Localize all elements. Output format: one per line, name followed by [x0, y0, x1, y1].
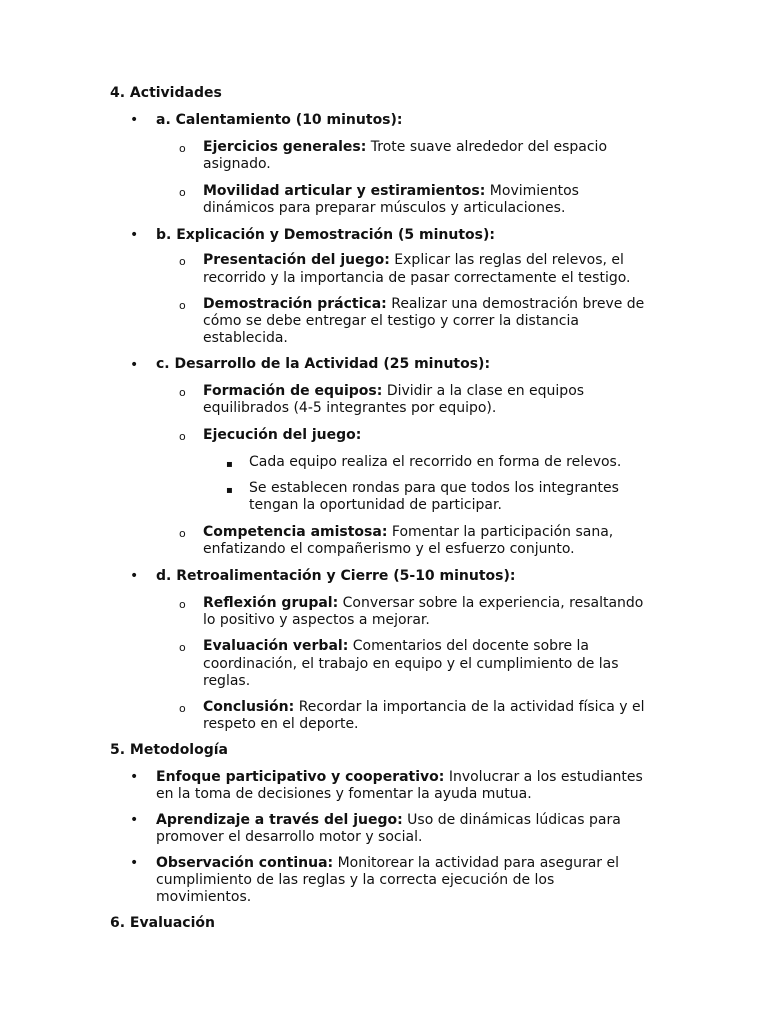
list-item: [203, 139, 607, 156]
square-bullet-icon: ▪: [226, 485, 233, 496]
item-text-continuation: reglas.: [203, 673, 251, 689]
bullet-icon: o: [179, 527, 186, 540]
item-label: Presentación del juego:: [203, 252, 390, 268]
item-text-continuation: establecida.: [203, 330, 288, 346]
bullet-icon: o: [179, 255, 186, 268]
item-text-continuation: cómo se debe entregar el testigo y correr la distancia: [203, 313, 579, 329]
subsection-heading-explicacion: b. Explicación y Demostración (5 minutos):: [156, 227, 495, 243]
item-label: Aprendizaje a través del juego:: [156, 812, 403, 828]
item-text: Involucrar a los estudiantes: [448, 769, 643, 785]
item-text-continuation: asignado.: [203, 156, 271, 172]
bullet-icon: o: [179, 641, 186, 654]
list-item: [203, 638, 589, 655]
item-text: Recordar la importancia de la actividad física y el: [298, 699, 645, 715]
item-text: Trote suave alrededor del espacio: [370, 139, 608, 155]
item-text-continuation: coordinación, el trabajo en equipo y el cumplimiento de las: [203, 656, 619, 672]
item-label: Formación de equipos:: [203, 383, 383, 399]
item-text: Fomentar la participación sana,: [391, 524, 614, 540]
list-item: [203, 383, 584, 400]
section-heading-actividades: 4. Actividades: [110, 85, 222, 101]
list-item: [156, 769, 643, 786]
bullet-icon: •: [130, 568, 139, 584]
subsection-heading-desarrollo: c. Desarrollo de la Actividad (25 minutos):: [156, 356, 491, 372]
list-item: [203, 183, 579, 200]
list-item: [203, 427, 361, 444]
list-item: [156, 855, 619, 872]
item-text: Monitorear la actividad para asegurar el: [337, 855, 619, 871]
bullet-icon: •: [130, 769, 139, 785]
item-text-continuation: equilibrados (4-5 integrantes por equipo).: [203, 400, 497, 416]
item-text: Comentarios del docente sobre la: [352, 638, 590, 654]
square-bullet-icon: ▪: [226, 459, 233, 470]
item-text-continuation: dinámicos para preparar músculos y articulaciones.: [203, 200, 566, 216]
bullet-icon: •: [130, 812, 139, 828]
subsection-heading-calentamiento: a. Calentamiento (10 minutos):: [156, 112, 403, 128]
item-label: Movilidad articular y estiramientos:: [203, 183, 486, 199]
item-text-continuation: respeto en el deporte.: [203, 716, 359, 732]
bullet-icon: •: [130, 112, 139, 128]
item-text-continuation: lo positivo y aspectos a mejorar.: [203, 612, 430, 628]
item-label: Evaluación verbal:: [203, 638, 349, 654]
list-item: [156, 812, 621, 829]
item-label: Competencia amistosa:: [203, 524, 388, 540]
item-label: Observación continua:: [156, 855, 334, 871]
item-text-continuation: movimientos.: [156, 889, 252, 905]
item-text-continuation: cumplimiento de las reglas y la correcta ejecución de los: [156, 872, 555, 888]
list-item: [203, 524, 613, 541]
sub-list-item-continuation: tengan la oportunidad de participar.: [249, 497, 502, 513]
item-text-continuation: en la toma de decisiones y fomentar la ayuda mutua.: [156, 786, 532, 802]
list-item: [203, 252, 624, 269]
subsection-heading-retroalimentacion: d. Retroalimentación y Cierre (5-10 minutos):: [156, 568, 516, 584]
item-text: Dividir a la clase en equipos: [386, 383, 585, 399]
sub-list-item: Cada equipo realiza el recorrido en forma de relevos.: [249, 454, 622, 470]
item-label: Ejecución del juego:: [203, 427, 362, 443]
section-heading-evaluacion: 6. Evaluación: [110, 915, 215, 931]
bullet-icon: •: [130, 227, 139, 243]
bullet-icon: •: [130, 357, 139, 373]
item-text: Conversar sobre la experiencia, resaltando: [342, 595, 644, 611]
bullet-icon: o: [179, 702, 186, 715]
item-text: Uso de dinámicas lúdicas para: [407, 812, 621, 828]
bullet-icon: o: [179, 186, 186, 199]
item-text: Explicar las reglas del relevos, el: [394, 252, 624, 268]
item-label: Demostración práctica:: [203, 296, 387, 312]
bullet-icon: o: [179, 142, 186, 155]
item-text-continuation: promover el desarrollo motor y social.: [156, 829, 423, 845]
item-text: Movimientos: [489, 183, 579, 199]
bullet-icon: o: [179, 299, 186, 312]
list-item: [203, 296, 644, 313]
bullet-icon: •: [130, 855, 139, 871]
list-item: [203, 699, 645, 716]
sub-list-item: Se establecen rondas para que todos los integrantes: [249, 480, 619, 496]
item-label: Ejercicios generales:: [203, 139, 367, 155]
item-text-continuation: enfatizando el compañerismo y el esfuerzo conjunto.: [203, 541, 575, 557]
list-item: [203, 595, 643, 612]
item-text: Realizar una demostración breve de: [391, 296, 645, 312]
item-text-continuation: recorrido y la importancia de pasar correctamente el testigo.: [203, 270, 631, 286]
item-label: Enfoque participativo y cooperativo:: [156, 769, 445, 785]
item-label: Reflexión grupal:: [203, 595, 339, 611]
item-label: Conclusión:: [203, 699, 295, 715]
bullet-icon: o: [179, 430, 186, 443]
section-heading-metodologia: 5. Metodología: [110, 742, 228, 758]
bullet-icon: o: [179, 598, 186, 611]
bullet-icon: o: [179, 386, 186, 399]
